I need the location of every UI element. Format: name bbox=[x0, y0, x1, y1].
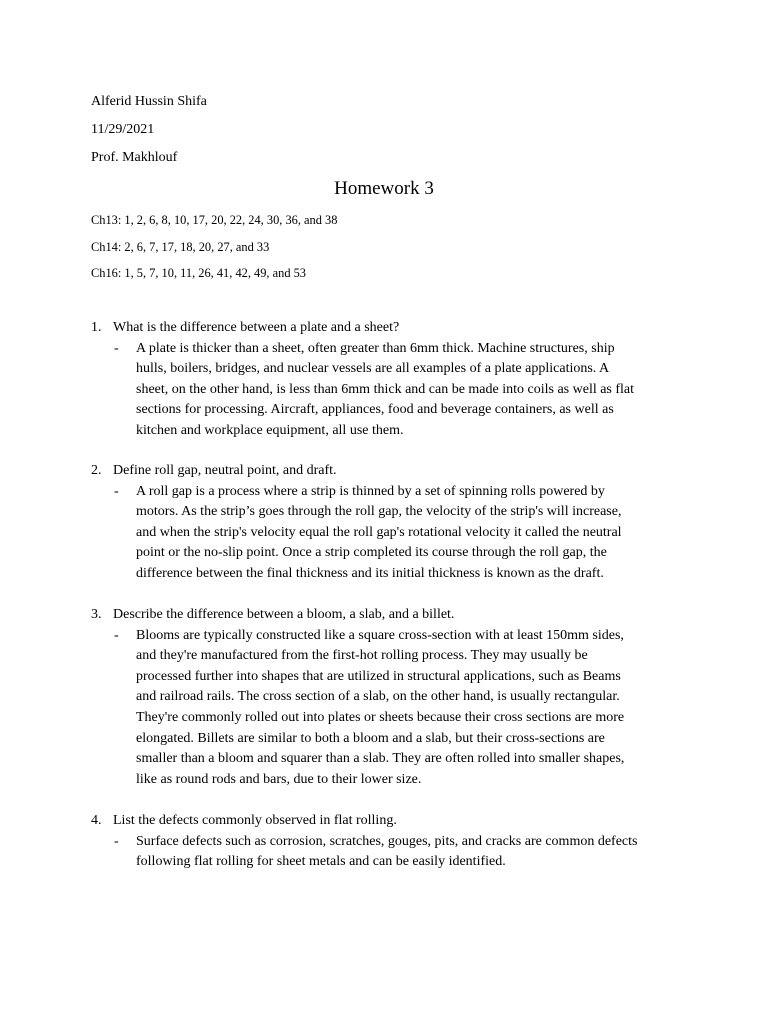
answer-line: elongated. Billets are similar to both a bloom and a slab, but their cross-sections are bbox=[136, 730, 605, 746]
question-3 bbox=[91, 605, 691, 790]
answer-block bbox=[91, 626, 691, 791]
answer-line: Surface defects such as corrosion, scratches, gouges, pits, and cracks are common defects bbox=[136, 833, 638, 849]
answer-dash: - bbox=[114, 833, 119, 849]
question-number: 1. bbox=[91, 320, 102, 335]
answer-line: hulls, boilers, bridges, and nuclear vessels are all examples of a plate applications. A bbox=[136, 361, 610, 377]
answer-line: They're commonly rolled out into plates or sheets because their cross sections are more bbox=[136, 709, 625, 725]
question-4 bbox=[91, 811, 691, 873]
chapter-line-ch14: Ch14: 2, 6, 7, 17, 18, 20, 27, and 33 bbox=[91, 240, 270, 254]
answer-dash: - bbox=[114, 483, 119, 499]
answer-line: smaller than a bloom and squarer than a slab. They are often rolled into smaller shapes, bbox=[136, 751, 625, 767]
answer-line: processed further into shapes that are utilized in structural applications, such as Beams bbox=[136, 668, 621, 684]
question-number: 4. bbox=[91, 813, 102, 828]
answer-line: Blooms are typically constructed like a square cross-section with at least 150mm sides, bbox=[136, 627, 624, 643]
question-text: Describe the difference between a bloom, a slab, and a billet. bbox=[113, 607, 455, 622]
answer-line: and they're manufactured from the first-hot rolling process. They may usually be bbox=[136, 648, 588, 664]
answer-block bbox=[91, 482, 691, 585]
answer-dash: - bbox=[114, 627, 119, 643]
chapter-line-ch16: Ch16: 1, 5, 7, 10, 11, 26, 41, 42, 49, and 53 bbox=[91, 266, 306, 280]
question-number: 3. bbox=[91, 607, 102, 622]
answer-line: and when the strip's velocity equal the roll gap's rotational velocity it called the neutral bbox=[136, 524, 622, 540]
question-1 bbox=[91, 318, 691, 442]
answer-line: and railroad rails. The cross section of a slab, on the other hand, is usually rectangular. bbox=[136, 689, 620, 705]
answer-line: like as round rods and bars, due to their lower size. bbox=[136, 771, 422, 787]
question-number: 2. bbox=[91, 463, 102, 478]
author-name: Alferid Hussin Shifa bbox=[91, 94, 207, 109]
answer-line: A plate is thicker than a sheet, often greater than 6mm thick. Machine structures, ship bbox=[136, 340, 615, 356]
answer-block bbox=[91, 832, 691, 873]
page-title: Homework 3 bbox=[334, 178, 434, 199]
professor-name: Prof. Makhlouf bbox=[91, 150, 178, 165]
question-text: What is the difference between a plate and a sheet? bbox=[113, 320, 400, 335]
answer-dash: - bbox=[114, 340, 119, 356]
question-text: List the defects commonly observed in flat rolling. bbox=[113, 813, 397, 828]
submission-date: 11/29/2021 bbox=[91, 122, 155, 137]
answer-block bbox=[91, 339, 691, 442]
answer-line: motors. As the strip’s goes through the roll gap, the velocity of the strip's will increase, bbox=[136, 504, 622, 520]
answer-line: difference between the final thickness and its initial thickness is known as the draft. bbox=[136, 565, 604, 581]
answer-line: point or the no-slip point. Once a strip completed its course through the roll gap, the bbox=[136, 545, 607, 561]
answer-line: A roll gap is a process where a strip is thinned by a set of spinning rolls powered by bbox=[136, 483, 605, 499]
chapter-line-ch13: Ch13: 1, 2, 6, 8, 10, 17, 20, 22, 24, 30, 36, and 38 bbox=[91, 213, 338, 227]
answer-line: sections for processing. Aircraft, appliances, food and beverage containers, as well as bbox=[136, 402, 614, 418]
answer-line: sheet, on the other hand, is less than 6mm thick and can be made into coils as well as flat bbox=[136, 381, 635, 397]
answer-line: kitchen and workplace equipment, all use them. bbox=[136, 422, 404, 438]
question-text: Define roll gap, neutral point, and draft. bbox=[113, 463, 337, 478]
question-2 bbox=[91, 461, 691, 585]
answer-line: following flat rolling for sheet metals and can be easily identified. bbox=[136, 854, 506, 870]
